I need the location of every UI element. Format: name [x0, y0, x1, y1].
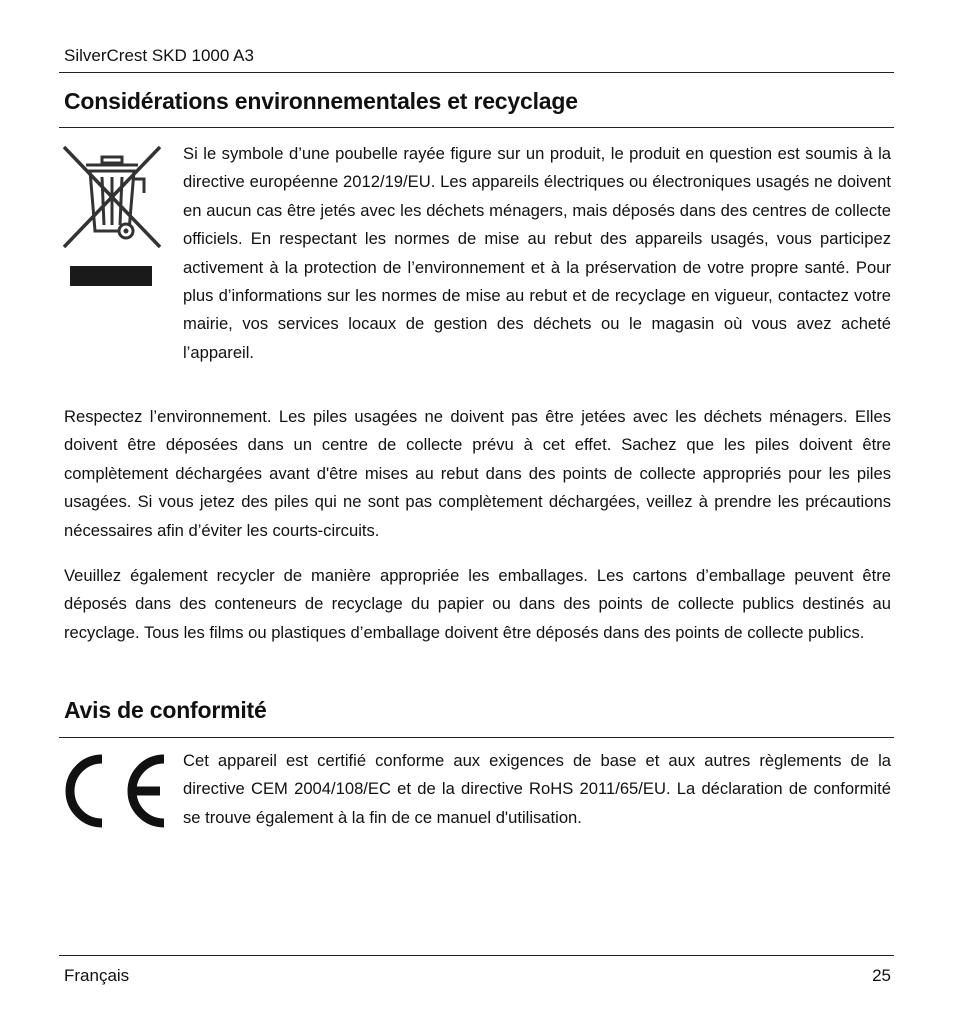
footer-language: Français	[64, 966, 130, 985]
paragraph-batteries: Respectez l’environnement. Les piles usagées ne doivent pas être jetées avec les déchets ménagers. Elles doivent être déposées dans un centre de collecte prévu à cet effet. Sachez que les piles doivent être complètement déchargées avant d'être mises au rebut dans des points de collecte appropriés pour les piles usagées. Si vous jetez des piles qui ne sont pas complètement déchargées, veillez à prendre les précautions nécessaires afin d’éviter les courts-circuits.	[64, 407, 891, 540]
paragraph-conformity: Cet appareil est certifié conforme aux exigences de base et aux autres règlements de la directive CEM 2004/108/EC et de la directive RoHS 2011/65/EU. La déclaration de conformité se trouve également à la fin de ce manuel d'utilisation.	[183, 751, 891, 827]
section-title-environment: Considérations environnementales et recyclage	[64, 88, 578, 114]
section-rule-environment	[59, 127, 894, 128]
paragraph-packaging: Veuillez également recycler de manière appropriée les emballages. Les cartons d’emballage peuvent être déposés dans des conteneurs de recyclage du papier ou dans des points de collecte publics destinés au recyclage. Tous les films ou plastiques d’emballage doivent être déposés dans des points de collecte publics.	[64, 566, 891, 642]
header-rule	[59, 72, 894, 73]
paragraph-weee: Si le symbole d’une poubelle rayée figure sur un produit, le produit en question est soumis à la directive européenne 2012/19/EU. Les appareils électriques ou électroniques usagés ne doivent en aucun cas être jetés avec les déchets ménagers, mais déposés dans des centres de collecte officiels. En respectant les normes de mise au rebut des appareils usagés, vous participez activement à la protection de l’environnement et à la préservation de votre propre santé. Pour plus d’informations sur les normes de mise au rebut et de recyclage en vigueur, contactez votre mairie, vos services locaux de gestion des déchets ou le magasin où vous avez acheté l’appareil.	[183, 144, 891, 362]
section-title-conformity: Avis de conformité	[64, 697, 267, 723]
footer-rule	[59, 955, 894, 956]
crossed-bin-weee-icon	[62, 143, 162, 289]
ce-mark-icon	[62, 753, 170, 829]
running-header: SilverCrest SKD 1000 A3	[64, 46, 254, 65]
page-number: 25	[872, 966, 891, 985]
section-rule-conformity	[59, 737, 894, 738]
